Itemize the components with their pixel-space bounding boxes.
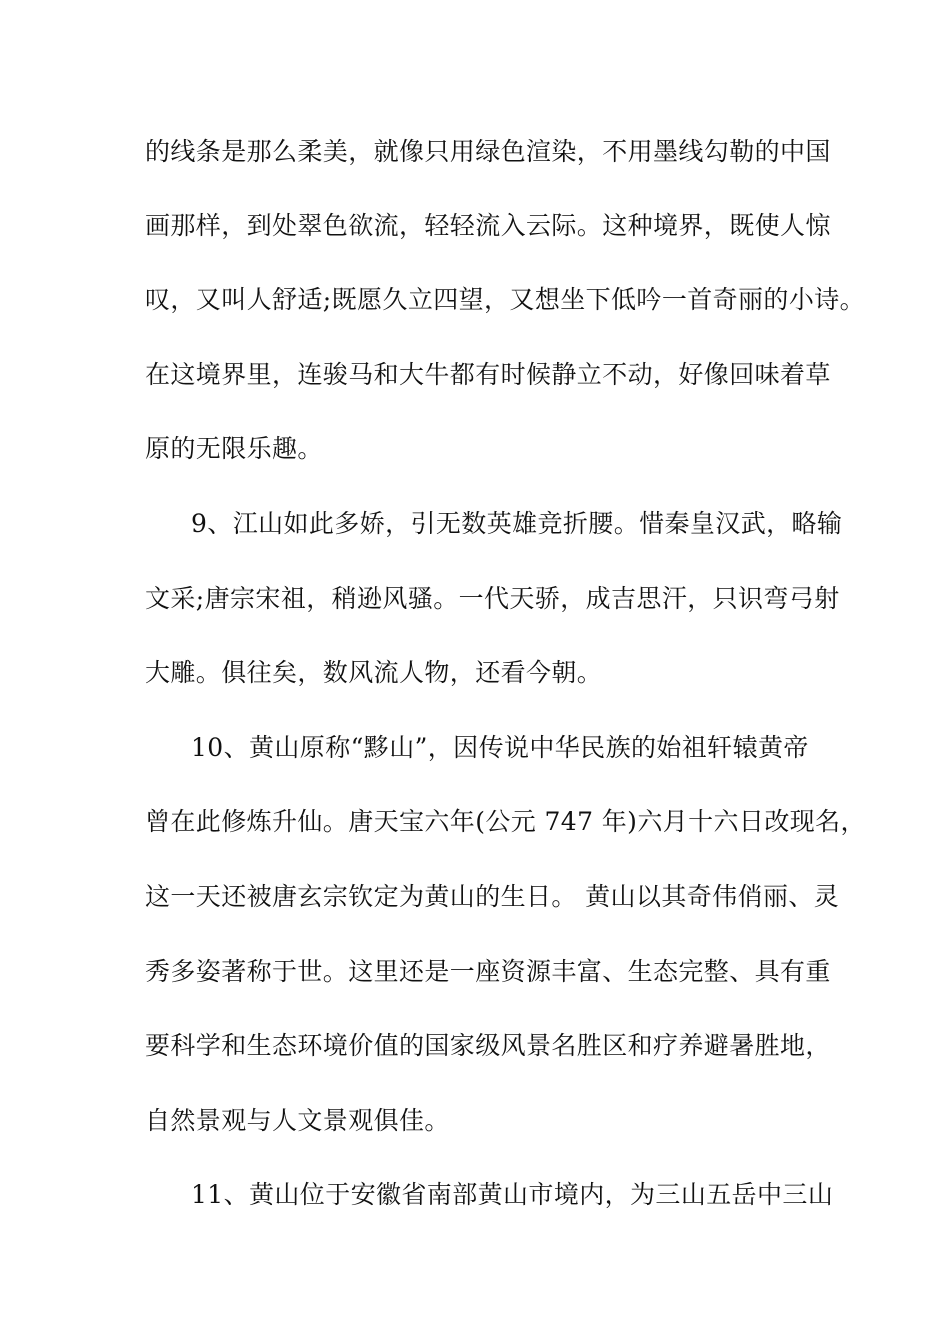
text-line: 文采;唐宗宋祖，稍逊风骚。一代天骄，成吉思汗，只识弯弓射: [145, 584, 840, 613]
text-line: 秀多姿著称于世。这里还是一座资源丰富、生态完整、具有重: [145, 957, 831, 986]
text-line: 10、黄山原称“黟山”，因传说中华民族的始祖轩辕黄帝: [191, 733, 809, 762]
text-line: 的线条是那么柔美，就像只用绿色渲染，不用墨线勾勒的中国: [145, 137, 831, 166]
text-line: 9、江山如此多娇，引无数英雄竞折腰。惜秦皇汉武，略输: [191, 509, 843, 538]
text-line: 11、黄山位于安徽省南部黄山市境内，为三山五岳中三山: [191, 1180, 834, 1209]
text-line: 曾在此修炼升仙。唐天宝六年(公元 747 年)六月十六日改现名，: [145, 807, 866, 836]
text-line: 这一天还被唐玄宗钦定为黄山的生日。 黄山以其奇伟俏丽、灵: [145, 882, 840, 911]
text-line: 自然景观与人文景观俱佳。: [145, 1106, 450, 1135]
text-line: 要科学和生态环境价值的国家级风景名胜区和疗养避暑胜地，: [145, 1031, 831, 1060]
text-line: 叹，又叫人舒适;既愿久立四望，又想坐下低吟一首奇丽的小诗。: [145, 285, 866, 314]
text-line: 在这境界里，连骏马和大牛都有时候静立不动，好像回味着草: [145, 360, 831, 389]
text-line: 大雕。俱往矣，数风流人物，还看今朝。: [145, 658, 603, 687]
text-line: 画那样，到处翠色欲流，轻轻流入云际。这种境界，既使人惊: [145, 211, 831, 240]
text-line: 原的无限乐趣。: [145, 434, 323, 463]
